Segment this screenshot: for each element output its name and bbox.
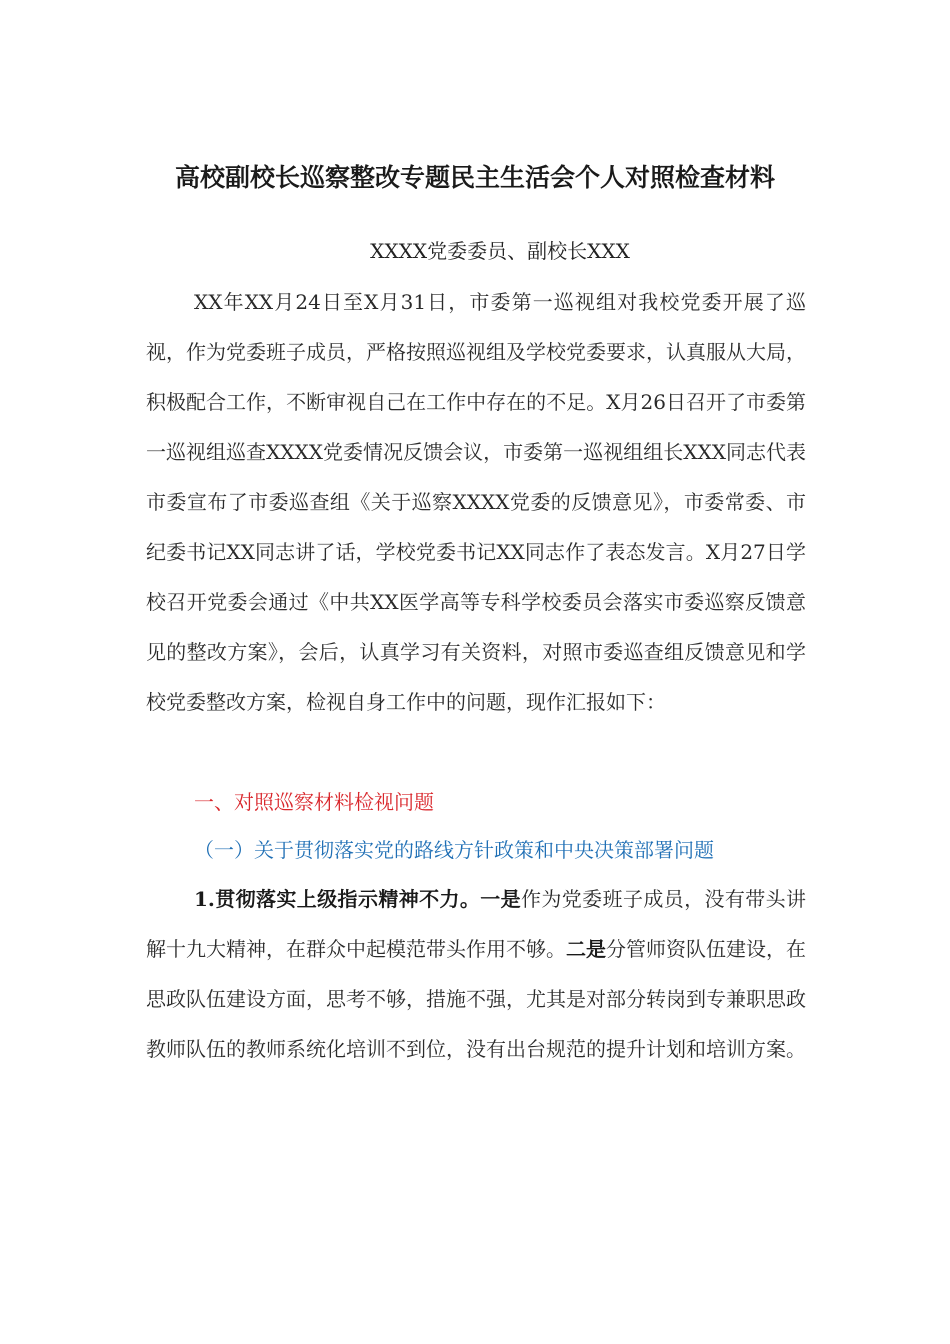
author-line: XXXX党委委员、副校长XXX: [370, 239, 630, 263]
item-1-lead: 1.贯彻落实上级指示精神不力。: [194, 887, 481, 911]
section-heading-1: 一、对照巡察材料检视问题: [194, 790, 434, 814]
subsection-heading-1: （一）关于贯彻落实党的路线方针政策和中央决策部署问题: [194, 838, 714, 862]
intro-paragraph: XX年XX月24日至X月31日，市委第一巡视组对我校党委开展了巡视，作为党委班子成员，严格按照巡视组及学校党委要求，认真服从大局，积极配合工作，不断审视自己在工作中存在的不足。X月26日召开了市委第一巡视组巡查XXXX党委情况反馈会议，市委第一巡视组组长XXX同志代表市委宣布了市委巡查组《关于巡察XXXX党委的反馈意见》，市委常委、市纪委书记XX同志讲了话，学校党委书记XX同志作了表态发言。X月27日学校召开党委会通过《中共XX医学高等专科学校委员会落实市委巡察反馈意见的整改方案》，会后，认真学习有关资料，对照市委巡查组反馈意见和学校党委整改方案，检视自身工作中的问题，现作汇报如下：: [146, 290, 806, 714]
document-title: 高校副校长巡察整改专题民主生活会个人对照检查材料: [174, 163, 775, 192]
point-2-text: 分管师资队伍建设，在思政队伍建设方面，思考不够，措施不强，尤其是对部分转岗到专兼职思政教师队伍的教师系统化培训不到位，没有出台规范的提升计划和培训方案。: [146, 937, 806, 1061]
point-2-label: 二是: [566, 937, 606, 961]
point-1-label: 一是: [480, 887, 522, 911]
item-1-paragraph: [146, 874, 806, 1074]
point-1-text: 作为党委班子成员，没有带头讲解十九大精神，在群众中起模范带头作用不够。: [146, 887, 807, 961]
